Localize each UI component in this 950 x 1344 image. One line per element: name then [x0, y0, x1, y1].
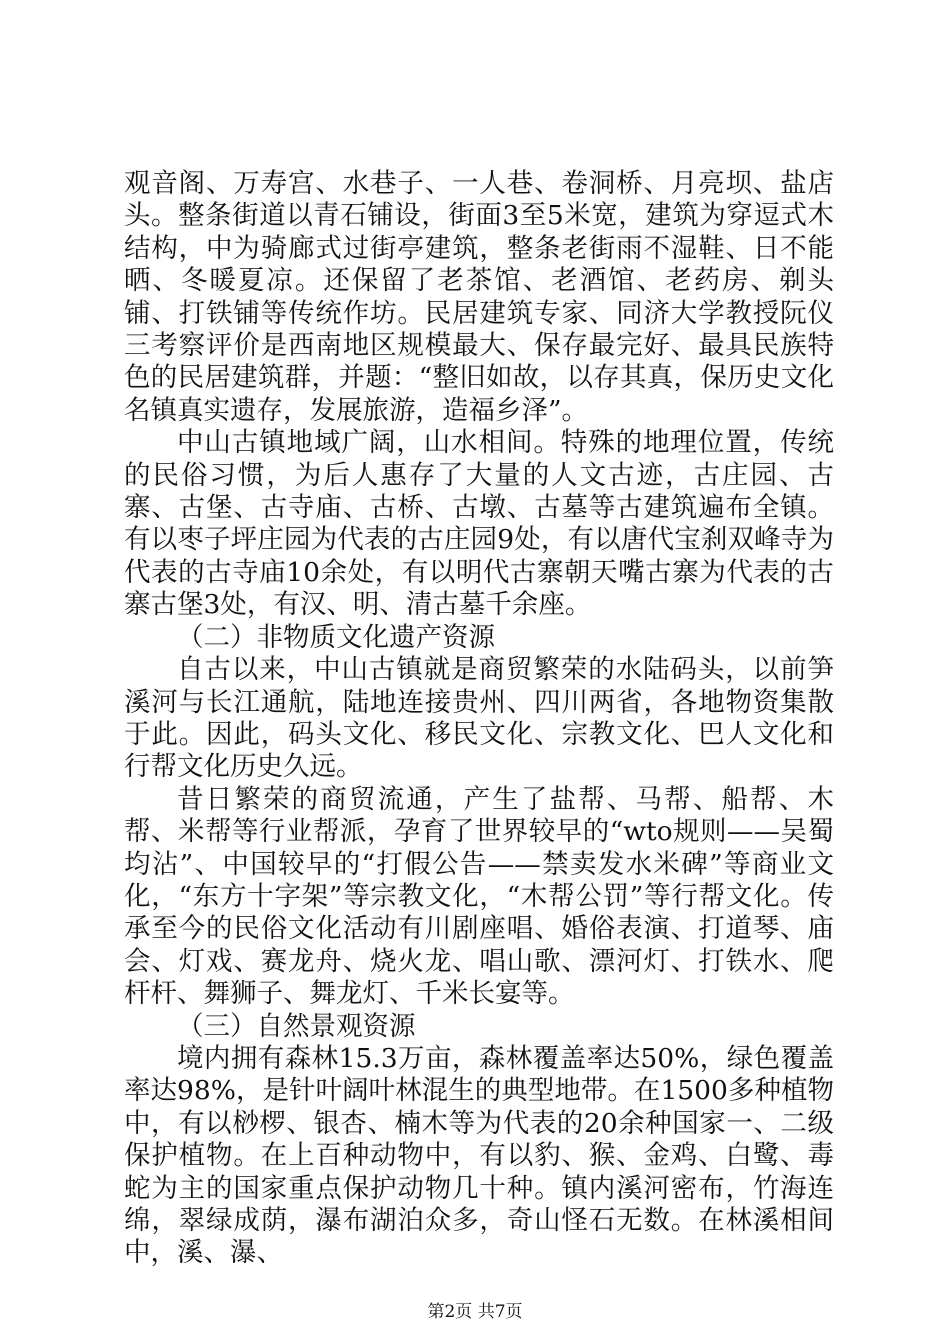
page-number-footer: 第2页 共7页	[427, 1302, 523, 1322]
section-heading-intangible-heritage: （二）非物质文化遗产资源	[177, 621, 495, 653]
paragraph-natural-resources: 境内拥有森林15.3万亩，森林覆盖率达50%，绿色覆盖率达98%，是针叶阔叶林混生的典型地带。在1500多种植物中，有以桫椤、银杏、楠木等为代表的20余种国家一、二级保护植物。在上百种动物中，有以豹、猴、金鸡、白鹭、毒蛇为主的国家重点保护动物几十种。镇内溪河密布，竹海连绵，翠绿成荫，瀑布湖泊众多，奇山怪石无数。在林溪相间中，溪、瀑、	[124, 1042, 834, 1269]
paragraph-ancient-buildings: 中山古镇地域广阔，山水相间。特殊的地理位置，传统的民俗习惯，为后人惠存了大量的人文古迹，古庄园、古寨、古堡、古寺庙、古桥、古墩、古墓等古建筑遍布全镇。有以枣子坪庄园为代表的古庄园9处，有以唐代宝刹双峰寺为代表的古寺庙10余处，有以明代古寨朝天嘴古寨为代表的古寨古堡3处，有汉、明、清古墓千余座。	[124, 427, 834, 621]
paragraph-continuation: 观音阁、万寿宫、水巷子、一人巷、卷洞桥、月亮坝、盐店头。整条街道以青石铺设，街面3至5米宽，建筑为穿逗式木结构，中为骑廊式过街亭建筑，整条老街雨不湿鞋、日不能晒、冬暖夏凉。还保留了老茶馆、老酒馆、老药房、剃头铺、打铁铺等传统作坊。民居建筑专家、同济大学教授阮仪三考察评价是西南地区规模最大、保存最完好、最具民族特色的民居建筑群，并题：“整旧如故，以存其真，保历史文化名镇真实遗存，发展旅游，造福乡泽”。	[124, 168, 834, 426]
paragraph-trade-culture: 自古以来，中山古镇就是商贸繁荣的水陆码头，以前笋溪河与长江通航，陆地连接贵州、四川两省，各地物资集散于此。因此，码头文化、移民文化、宗教文化、巴人文化和行帮文化历史久远。	[124, 654, 834, 783]
document-body	[124, 168, 834, 1270]
paragraph-folk-culture: 昔日繁荣的商贸流通，产生了盐帮、马帮、船帮、木帮、米帮等行业帮派，孕育了世界较早的“wto规则——吴蜀均沾”、中国较早的“打假公告——禁卖发水米碑”等商业文化，“东方十字架”等宗教文化，“木帮公罚”等行帮文化。传承至今的民俗文化活动有川剧座唱、婚俗表演、打道琴、庙会、灯戏、赛龙舟、烧火龙、唱山歌、漂河灯、打铁水、爬杆杆、舞狮子、舞龙灯、千米长宴等。	[124, 783, 834, 1010]
section-heading-natural-landscape: （三）自然景观资源	[177, 1010, 416, 1042]
